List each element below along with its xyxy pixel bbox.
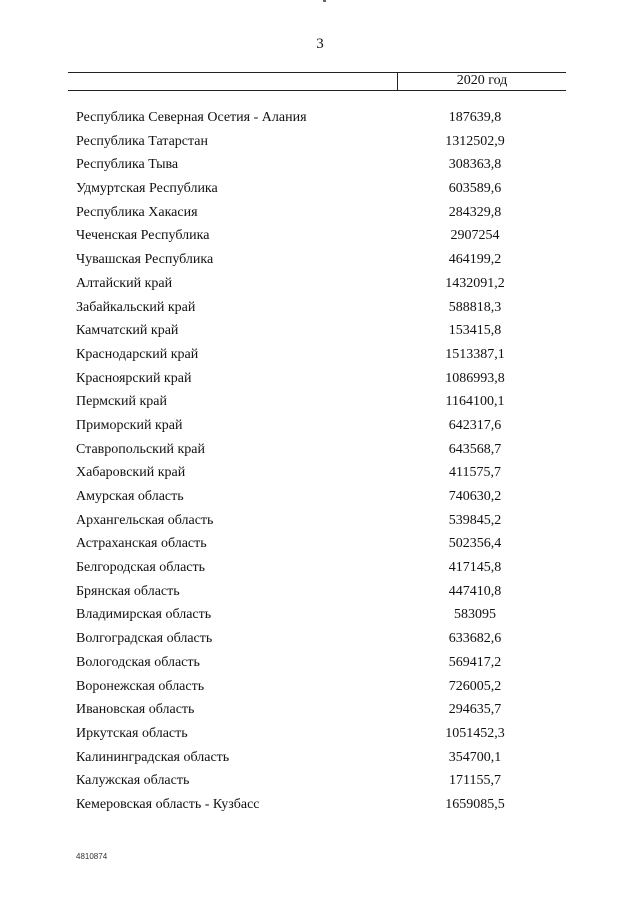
table-row <box>76 153 536 177</box>
region-value: 583095 <box>454 607 496 623</box>
table-row <box>76 603 536 627</box>
region-name: Белгородская область <box>76 560 206 576</box>
region-value: 447410,8 <box>448 583 502 599</box>
region-name: Краснодарский край <box>76 346 199 362</box>
region-name: Владимирская область <box>76 607 212 623</box>
region-value: 417145,8 <box>448 560 502 576</box>
region-name: Республика Тыва <box>76 157 179 173</box>
page-number: 3 <box>316 36 324 52</box>
region-value: 643568,7 <box>448 441 502 457</box>
region-name: Ставропольский край <box>76 441 205 457</box>
region-name: Кемеровская область - Кузбасс <box>76 796 260 812</box>
region-value: 411575,7 <box>449 465 501 481</box>
scan-mark <box>323 0 326 2</box>
region-name: Республика Хакасия <box>76 204 198 220</box>
region-value: 539845,2 <box>448 512 502 528</box>
table-row <box>76 414 536 438</box>
table-row <box>76 580 536 604</box>
region-value: 284329,8 <box>448 204 502 220</box>
table-row <box>76 675 536 699</box>
table-row <box>76 556 536 580</box>
table-row <box>76 367 536 391</box>
table-header-bottom-rule <box>68 90 566 91</box>
region-name: Брянская область <box>76 583 180 599</box>
region-value: 171155,7 <box>449 773 501 789</box>
region-name: Воронежская область <box>76 678 205 694</box>
region-value: 1164100,1 <box>445 394 505 410</box>
region-name: Амурская область <box>76 489 184 504</box>
region-name: Иркутская область <box>76 725 188 741</box>
region-name: Калининградская область <box>76 749 230 765</box>
table-row <box>76 509 536 533</box>
table-row <box>76 106 536 130</box>
table-row <box>76 461 536 485</box>
region-value: 1659085,5 <box>445 796 505 812</box>
region-name: Забайкальский край <box>76 299 196 315</box>
region-name: Республика Северная Осетия - Алания <box>76 110 307 125</box>
table-row <box>76 793 536 817</box>
table-row <box>76 627 536 651</box>
document-code: 4810874 <box>76 852 108 861</box>
region-value: 642317,6 <box>448 417 502 433</box>
region-name: Ивановская область <box>76 702 195 718</box>
table-row <box>76 296 536 320</box>
column-header-year: 2020 год <box>456 73 508 88</box>
region-name: Вологодская область <box>76 654 200 670</box>
table-row <box>76 698 536 722</box>
region-value: 740630,2 <box>448 489 502 504</box>
table-row <box>76 769 536 793</box>
region-value: 464199,2 <box>448 252 502 268</box>
table-row <box>76 224 536 248</box>
region-value: 726005,2 <box>448 678 502 694</box>
region-name: Республика Татарстан <box>76 133 209 149</box>
table-row <box>76 390 536 414</box>
region-value: 153415,8 <box>448 323 502 339</box>
region-name: Архангельская область <box>76 512 214 528</box>
region-name: Приморский край <box>76 417 183 433</box>
table-row <box>76 485 536 509</box>
region-value: 633682,6 <box>448 631 502 647</box>
table-row <box>76 746 536 770</box>
table-row <box>76 651 536 675</box>
table-row <box>76 343 536 367</box>
region-value: 1312502,9 <box>445 133 505 149</box>
region-name: Калужская область <box>76 773 190 789</box>
region-value: 588818,3 <box>448 299 502 315</box>
region-name: Волгоградская область <box>76 631 213 647</box>
region-name: Чувашская Республика <box>76 252 214 268</box>
region-value: 308363,8 <box>448 157 502 173</box>
region-name: Пермский край <box>76 394 167 410</box>
table-row <box>76 272 536 296</box>
region-name: Камчатский край <box>76 323 179 339</box>
region-name: Хабаровский край <box>76 465 186 481</box>
table-row <box>76 532 536 556</box>
table-row <box>76 248 536 272</box>
region-value: 569417,2 <box>448 654 502 670</box>
region-table <box>76 106 536 817</box>
table-row <box>76 201 536 225</box>
region-name: Красноярский край <box>76 370 192 386</box>
region-value: 1513387,1 <box>445 346 505 362</box>
table-row <box>76 177 536 201</box>
table-row <box>76 130 536 154</box>
region-value: 1086993,8 <box>445 370 505 386</box>
table-row <box>76 722 536 746</box>
table-row <box>76 319 536 343</box>
region-value: 294635,7 <box>448 702 502 718</box>
region-value: 2907254 <box>450 228 500 244</box>
region-name: Чеченская Республика <box>76 228 210 244</box>
region-name: Алтайский край <box>76 275 173 291</box>
region-value: 502356,4 <box>448 536 502 552</box>
region-name: Удмуртская Республика <box>76 181 218 197</box>
region-name: Астраханская область <box>76 536 207 552</box>
region-value: 603589,6 <box>448 181 502 197</box>
region-value: 1432091,2 <box>445 275 505 291</box>
region-value: 187639,8 <box>448 110 502 125</box>
table-row <box>76 438 536 462</box>
region-value: 354700,1 <box>448 749 502 765</box>
region-value: 1051452,3 <box>445 725 505 741</box>
